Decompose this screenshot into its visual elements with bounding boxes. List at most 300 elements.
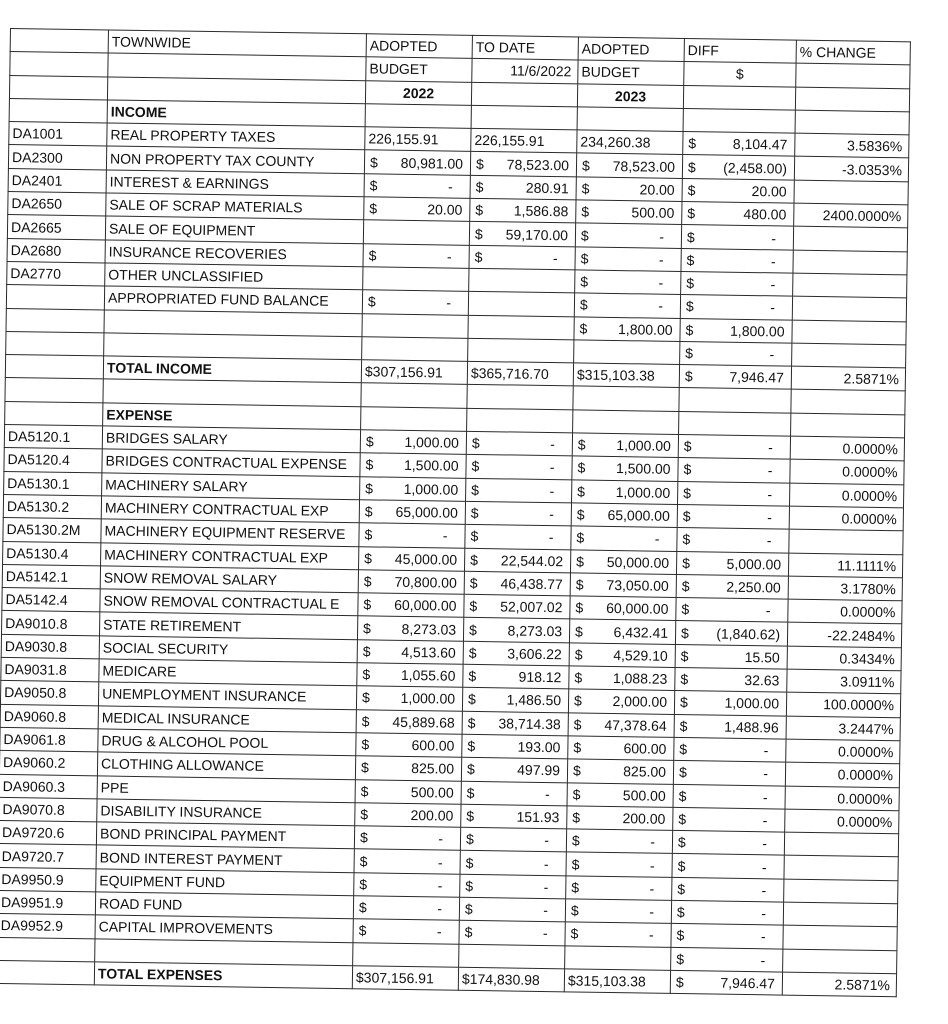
adopted-2023-amount-wrap (579, 202, 678, 223)
diff-amount-wrap (678, 716, 783, 738)
adopted-2023-amount-value: 200.00 (622, 810, 666, 827)
diff-amount (673, 784, 785, 809)
to-date-amount-wrap (463, 899, 562, 920)
to-date-amount (468, 292, 574, 317)
adopted-2023-amount-wrap (580, 155, 679, 176)
empty-cell (471, 82, 577, 107)
account-code: DA9060.8 (0, 704, 98, 729)
account-code: DA2401 (8, 168, 106, 193)
currency-symbol: $ (573, 716, 582, 733)
adopted-2023-amount (575, 223, 681, 248)
diff-amount (680, 341, 792, 366)
adopted-2023-amount-value: - (648, 927, 654, 944)
diff-amount (674, 714, 786, 739)
to-date-amount-wrap (464, 806, 563, 827)
diff-amount (681, 225, 793, 250)
account-code: DA2650 (8, 192, 106, 217)
currency-symbol: $ (687, 205, 696, 222)
diff-amount (680, 318, 792, 343)
adopted-2023-amount-value: 500.00 (622, 786, 666, 804)
diff-amount (678, 458, 790, 483)
currency-symbol: $ (679, 694, 688, 711)
diff-amount (672, 854, 784, 879)
adopted-2022-amount (363, 243, 469, 268)
to-date-header: TO DATE (472, 35, 578, 60)
adopted-2022-amount-value: 500.00 (410, 783, 454, 801)
adopted-2023-amount-wrap (578, 295, 677, 316)
currency-symbol: $ (676, 927, 685, 944)
currency-symbol: $ (681, 601, 690, 618)
to-date-amount (463, 618, 569, 643)
account-description: NON PROPERTY TAX COUNTY (106, 146, 364, 173)
currency-symbol: $ (369, 153, 378, 171)
currency-symbol: $ (363, 573, 372, 590)
adopted-2023-amount-value: 47,378.64 (604, 716, 667, 734)
diff-amount (672, 877, 784, 902)
account-description: MACHINERY CONTRACTUAL EXP (101, 542, 359, 569)
adopted-2023-amount-value: 4,529.10 (613, 646, 668, 664)
currency-symbol: $ (676, 950, 685, 967)
pct-change: 0.0000% (790, 459, 904, 484)
account-description: MACHINERY EQUIPMENT RESERVE (101, 519, 359, 546)
adopted-2022-amount (355, 779, 461, 804)
pct-change: 0.0000% (790, 436, 904, 461)
to-date-amount-value: 8,273.03 (507, 622, 563, 639)
currency-symbol: $ (364, 503, 373, 520)
currency-symbol: $ (685, 298, 694, 315)
adopted-2022-amount-value: 600.00 (411, 737, 455, 754)
pct-change: 0.0000% (785, 786, 899, 811)
diff-amount (681, 248, 793, 273)
diff-amount-wrap (686, 133, 791, 155)
adopted-2023-amount-wrap (577, 318, 676, 339)
account-code: DA9060.3 (0, 774, 97, 799)
empty-cell (5, 378, 103, 403)
adopted-2023-amount (570, 549, 676, 574)
currency-symbol: $ (575, 599, 584, 616)
currency-symbol: $ (361, 689, 371, 706)
empty-cell (679, 411, 791, 436)
sheet-title: TOWNWIDE (108, 30, 366, 57)
adopted-2022-amount (359, 523, 465, 548)
adopted-2022-amount-wrap (362, 571, 461, 592)
diff-amount-wrap (675, 879, 780, 901)
adopted-2023-amount-wrap (574, 528, 673, 549)
adopted-2023-amount (566, 852, 672, 877)
adopted-2022-amount (354, 872, 460, 897)
currency-symbol: $ (682, 554, 691, 571)
to-date-amount-wrap (468, 550, 567, 571)
to-date-amount (464, 571, 570, 596)
diff-amount-value: - (761, 882, 767, 899)
adopted-2022-amount (362, 290, 468, 315)
currency-symbol: $ (580, 227, 589, 244)
total-pct-change: 2.5871% (782, 972, 896, 997)
account-code: DA9061.8 (0, 727, 98, 752)
diff-amount-wrap (682, 436, 787, 458)
adopted-2023-amount (567, 782, 673, 807)
adopted-2023-amount-wrap (571, 761, 670, 782)
pct-change (789, 529, 903, 554)
empty-cell (577, 107, 683, 132)
pct-change: 0.0000% (789, 506, 903, 531)
account-code: DA9060.2 (0, 751, 98, 776)
to-date-amount-value: - (544, 785, 550, 802)
to-date-amount (463, 641, 569, 666)
account-description: REAL PROPERTY TAXES (107, 123, 365, 150)
adopted-2022-amount (354, 826, 460, 851)
account-code: DA5130.1 (4, 471, 102, 496)
to-date-amount-wrap (474, 154, 573, 175)
currency-symbol: $ (678, 810, 687, 828)
adopted-2022-amount-value: 4,513.60 (401, 643, 456, 661)
currency-symbol: $ (679, 741, 688, 758)
adopted-2022-amount-value: 80,981.00 (400, 154, 464, 172)
to-date-amount (461, 781, 567, 806)
account-code (0, 937, 95, 962)
to-date-amount-wrap (465, 782, 564, 803)
currency-symbol: $ (470, 504, 479, 522)
account-description: SOCIAL SECURITY (99, 636, 357, 663)
account-code (6, 331, 104, 356)
currency-symbol: $ (573, 739, 582, 756)
pct-change (792, 296, 906, 321)
currency-symbol: $ (365, 456, 374, 473)
adopted-2022-amount-wrap (362, 525, 461, 546)
currency-symbol: $ (576, 529, 585, 546)
adopted-2023-amount-value: 1,000.00 (616, 437, 671, 455)
currency-symbol: $ (469, 598, 478, 615)
currency-symbol: $ (675, 974, 684, 991)
diff-amount (682, 178, 794, 203)
to-date-amount-value: 497.99 (517, 761, 561, 779)
adopted-2023-amount (570, 573, 676, 598)
currency-symbol: $ (683, 484, 692, 501)
to-date-amount-wrap (464, 852, 563, 873)
to-date-amount (459, 921, 565, 946)
pct-change: 3.2447% (786, 716, 900, 741)
year-2023-header: 2023 (577, 84, 683, 109)
currency-symbol: $ (464, 900, 473, 918)
adopted-2023-amount-wrap (571, 737, 670, 758)
to-date-amount-value: - (549, 482, 555, 499)
diff-amount-value: - (762, 835, 768, 852)
adopted-2022-amount (364, 150, 470, 175)
adopted-2023-amount-value: - (658, 251, 664, 268)
to-date-amount (461, 757, 567, 782)
diff-amount-value: 5,000.00 (726, 555, 782, 573)
budget-sheet (0, 28, 910, 997)
currency-symbol: $ (581, 180, 590, 197)
currency-symbol: $ (683, 461, 692, 478)
to-date-amount-wrap (469, 456, 568, 477)
to-date-amount (462, 734, 568, 759)
diff-amount-wrap (674, 925, 779, 947)
account-code: DA9050.8 (0, 681, 98, 706)
total-diff-wrap (674, 972, 779, 994)
currency-symbol: $ (468, 668, 477, 685)
adopted-2023-amount-wrap (580, 178, 679, 199)
empty-cell (5, 355, 103, 380)
adopted-2022-amount-value: 1,000.00 (403, 480, 459, 498)
diff-amount-wrap (685, 227, 790, 249)
to-date-amount-value: - (542, 925, 548, 942)
pct-change: 100.0000% (786, 692, 900, 717)
pct-change: -22.2484% (787, 623, 901, 648)
to-date-amount-value: 151.93 (516, 808, 560, 826)
diff-amount-value: (1,840.62) (716, 625, 781, 643)
adopted-2022-amount-value: - (446, 248, 452, 265)
adopted-2023-amount-wrap (572, 691, 671, 712)
empty-cell (683, 85, 795, 110)
to-date-amount (465, 501, 571, 526)
currency-symbol: $ (465, 831, 474, 848)
code-header-cell (10, 29, 108, 54)
total-diff-value: 7,946.47 (720, 974, 776, 992)
currency-symbol: $ (685, 345, 694, 362)
empty-cell (361, 406, 467, 431)
account-description: STATE RETIREMENT (99, 612, 357, 639)
adopted-2022-amount-value: 1,000.00 (404, 434, 460, 451)
currency-symbol: $ (364, 549, 373, 567)
currency-symbol: $ (686, 251, 695, 268)
currency-symbol: $ (470, 528, 479, 545)
to-date-amount-value: - (550, 436, 556, 453)
adopted-2023-amount-wrap (575, 505, 674, 526)
diff-currency-header: $ (684, 62, 796, 87)
diff-amount-wrap (676, 855, 781, 877)
diff-amount-wrap (680, 529, 785, 551)
diff-amount-value: - (763, 765, 769, 782)
adopted-2022-amount-wrap (361, 641, 460, 662)
adopted-2023-amount (575, 270, 681, 295)
adopted-2023-amount (572, 433, 678, 458)
account-code: DA9950.9 (0, 867, 96, 892)
adopted-2023-amount-wrap (579, 225, 678, 246)
adopted-2022-amount-wrap (360, 664, 459, 685)
adopted-2022-amount-wrap (367, 245, 466, 266)
adopted-2023-amount (574, 293, 680, 318)
diff-amount-value: - (767, 486, 773, 503)
diff-amount-value: - (768, 439, 773, 456)
diff-amount (676, 574, 788, 599)
currency-symbol: $ (465, 854, 474, 871)
account-description: MACHINERY SALARY (102, 473, 360, 500)
diff-amount-value: 1,488.96 (724, 718, 779, 736)
account-description: SNOW REMOVAL CONTRACTUAL E (100, 589, 358, 616)
account-code: DA9010.8 (2, 611, 100, 636)
adopted-2023-amount-wrap (572, 668, 671, 689)
adopted-2022-amount-wrap (359, 734, 458, 755)
adopted-2023-amount (565, 945, 671, 970)
to-date-amount (459, 944, 565, 969)
currency-symbol: $ (679, 717, 688, 734)
account-description: ROAD FUND (95, 892, 353, 919)
currency-symbol: $ (470, 551, 479, 568)
diff-amount-wrap (679, 646, 784, 668)
to-date-amount-wrap (473, 200, 572, 221)
currency-symbol: $ (577, 436, 586, 453)
adopted-2022-amount-value: - (442, 527, 448, 544)
currency-symbol: $ (475, 178, 484, 195)
account-description: DRUG & ALCOHOL POOL (98, 729, 356, 756)
adopted-2023-amount-wrap (575, 481, 674, 502)
currency-symbol: $ (464, 924, 473, 941)
adopted-2022-amount (354, 849, 460, 874)
diff-amount (676, 551, 788, 576)
account-code: DA9070.8 (0, 797, 97, 822)
to-date-amount-wrap (467, 643, 566, 664)
pct-change (783, 902, 897, 927)
total-diff-wrap (683, 366, 788, 388)
adopted-2022-amount-value: 45,000.00 (394, 550, 458, 568)
to-date-amount: 226,155.91 (471, 129, 577, 154)
account-description: MEDICARE (99, 659, 357, 686)
diff-amount (673, 807, 785, 832)
to-date-amount (470, 152, 576, 177)
account-code: DA5130.2 (3, 494, 101, 519)
pct-change (792, 320, 906, 345)
adopted-2023-amount (574, 340, 680, 365)
currency-symbol: $ (677, 834, 686, 851)
to-date-amount (459, 897, 565, 922)
account-code: DA9720.7 (0, 844, 96, 869)
currency-symbol: $ (687, 158, 696, 175)
currency-symbol: $ (360, 759, 369, 776)
adopted-2023-amount (568, 712, 674, 737)
adopted-2023-amount (567, 806, 673, 831)
adopted-2022-amount-value: 20.00 (427, 201, 463, 218)
adopted-2022-amount-value: 200.00 (410, 806, 454, 824)
adopted-2022-amount-value: 70,800.00 (394, 573, 457, 591)
diff-amount (674, 737, 786, 762)
pct-change (794, 180, 908, 205)
adopted-2023-amount-wrap (570, 807, 669, 828)
adopted-2022-amount-value: - (437, 853, 443, 871)
total-adopted-2023: $315,103.38 (564, 969, 670, 994)
to-date-amount-value: 1,486.50 (506, 691, 562, 709)
empty-cell (791, 390, 905, 415)
diff-amount-wrap (676, 809, 781, 831)
currency-symbol: $ (467, 691, 477, 708)
adopted-2022-amount (355, 803, 461, 828)
adopted-2023-amount-wrap (574, 551, 673, 572)
account-code (6, 308, 104, 333)
to-date-amount-value: 78,523.00 (506, 156, 570, 173)
currency-symbol: $ (359, 852, 368, 869)
empty-cell (467, 408, 573, 433)
currency-symbol: $ (580, 250, 589, 267)
adopted-2023-amount-wrap (568, 924, 667, 945)
diff-amount-wrap (680, 553, 785, 575)
empty-cell (795, 87, 909, 112)
adopted-2023-amount-wrap (578, 248, 677, 269)
currency-symbol: $ (676, 904, 685, 921)
account-code: DA9720.6 (0, 821, 97, 846)
to-date-amount-wrap (473, 247, 572, 268)
adopted-2022-amount-wrap (358, 851, 457, 872)
diff-amount-wrap (674, 949, 779, 971)
adopted-2023-amount-value: 1,088.23 (612, 670, 668, 687)
adopted-2022-amount (360, 476, 466, 501)
account-description: UNEMPLOYMENT INSURANCE (98, 682, 356, 709)
to-date-amount-wrap (467, 619, 566, 640)
currency-symbol: $ (573, 692, 582, 710)
adopted-2022-amount (364, 197, 470, 222)
adopted-2022-amount-value: - (437, 877, 443, 894)
total-diff (670, 970, 782, 995)
adopted-2023-amount (567, 759, 673, 784)
to-date-amount (468, 338, 574, 363)
currency-symbol: $ (686, 228, 695, 245)
adopted-2023-amount (569, 666, 675, 691)
diff-amount-wrap (677, 739, 782, 761)
account-description: INSURANCE RECOVERIES (105, 240, 363, 267)
pct-change: 0.3434% (787, 646, 901, 671)
adopted-2022-amount-wrap (361, 595, 460, 616)
currency-symbol: $ (475, 202, 484, 219)
to-date-amount-wrap (473, 223, 572, 244)
pct-change (783, 949, 897, 974)
adopted-2023-amount-wrap (573, 621, 672, 642)
empty-cell (10, 52, 108, 77)
adopted-2022-amount (358, 593, 464, 618)
to-date-amount-value: 52,007.02 (500, 598, 563, 616)
pct-change: 0.0000% (785, 762, 899, 787)
account-description: OTHER UNCLASSIFIED (105, 263, 363, 290)
empty-cell (573, 410, 679, 435)
empty-cell (467, 385, 573, 410)
adopted-2023-amount (571, 526, 677, 551)
adopted-2022-amount-wrap (363, 478, 462, 499)
adopted-2022-amount (359, 546, 465, 571)
account-description: BRIDGES SALARY (102, 426, 360, 453)
to-date-amount-value: 193.00 (517, 738, 561, 756)
currency-symbol: $ (680, 624, 690, 641)
adopted-2023-amount-value: 60,000.00 (606, 600, 669, 618)
to-date-amount (469, 222, 575, 247)
pct-change: 11.1111% (788, 553, 902, 578)
adopted-2023-amount (575, 247, 681, 272)
adopted-2022-amount (355, 756, 461, 781)
section-label: INCOME (107, 100, 365, 127)
currency-symbol: $ (360, 806, 369, 823)
pct-change: 3.1780% (788, 576, 902, 601)
diff-amount (675, 644, 787, 669)
account-code: DA5120.1 (4, 425, 102, 450)
diff-amount-wrap (678, 669, 783, 691)
adopted-2023-amount (568, 689, 674, 714)
currency-symbol: $ (576, 553, 585, 570)
diff-amount-value: - (770, 276, 776, 293)
to-date-amount-value: - (543, 878, 549, 895)
adopted-2023-amount-value: 78,523.00 (612, 157, 676, 175)
to-date-amount (466, 455, 572, 480)
account-description: INTEREST & EARNINGS (106, 170, 364, 197)
adopted-2023-amount-wrap (569, 877, 668, 898)
adopted-2023-amount-value: 6,432.41 (613, 623, 669, 641)
diff-amount (672, 831, 784, 856)
year-2022-header: 2022 (365, 80, 471, 105)
currency-symbol: $ (467, 737, 476, 755)
currency-symbol: $ (571, 879, 580, 896)
total-adopted-2023: $315,103.38 (573, 363, 679, 388)
diff-amount-wrap (684, 250, 789, 272)
currency-symbol: $ (684, 368, 693, 385)
adopted-2023-amount-value: 600.00 (623, 740, 667, 757)
adopted-2023-amount-value: - (650, 833, 656, 850)
to-date-amount-wrap (465, 736, 564, 757)
